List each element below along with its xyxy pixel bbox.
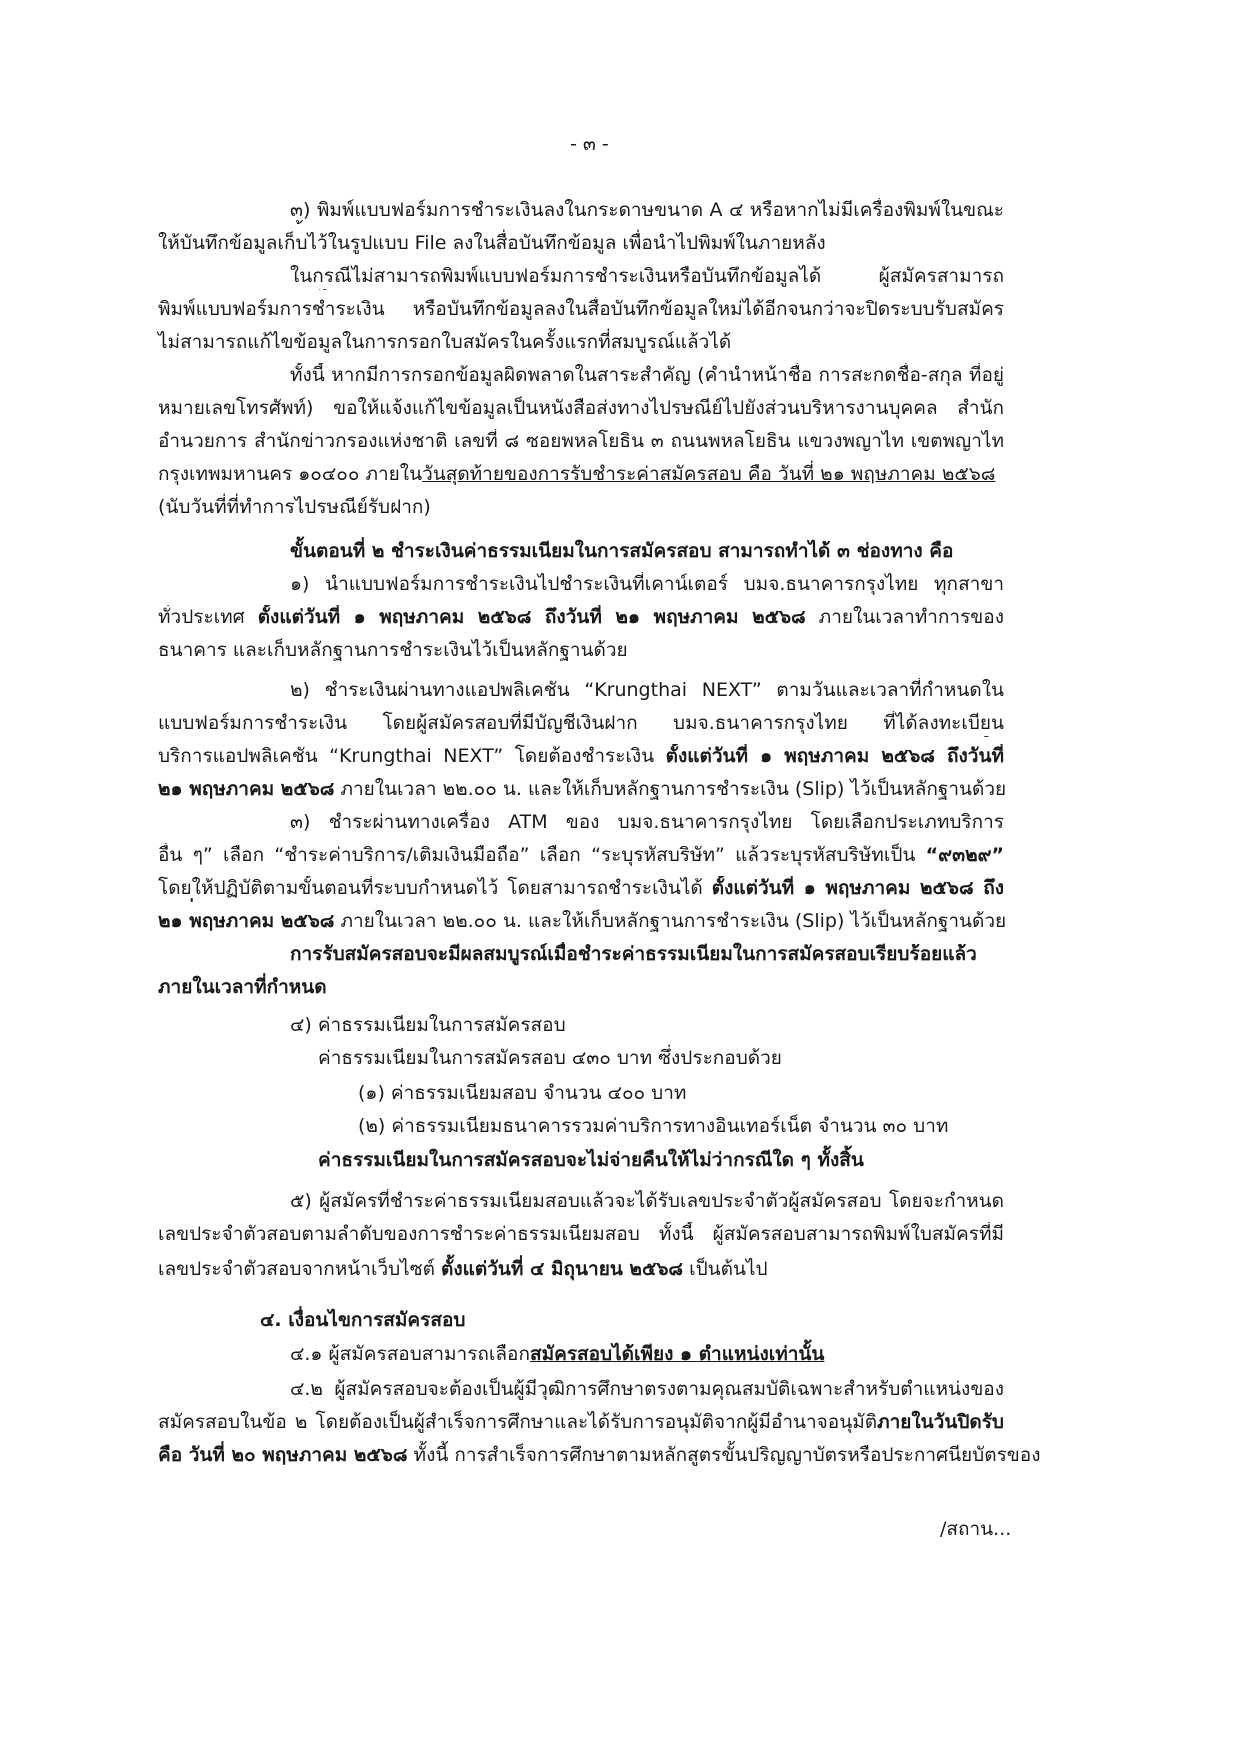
text-run: อื่น ๆ” เลือก “ชำระค่าบริการ/เติมเงินมือถือ” เลือก “ระบุรหัสบริษัท” แล้วระบุรหัสบริษัทเป็น xyxy=(158,844,926,866)
text-line: ๒) ชำระเงินผ่านทางแอปพลิเคชัน “Krungthai NEXT” ตามวันและเวลาที่กำหนดใน xyxy=(290,679,1004,701)
text-line: (นับวันที่ที่ทำการไปรษณีย์รับฝาก) xyxy=(158,496,431,518)
fees-sub-item: (๒) ค่าธรรมเนียมธนาคารรวมค่าบริการทางอินเทอร์เน็ต จำนวน ๓๐ บาท xyxy=(358,1115,949,1137)
text-line xyxy=(158,605,1004,631)
fees-total: ค่าธรรมเนียมในการสมัครสอบ ๔๓๐ บาท ซึ่งประกอบด้วย xyxy=(318,1047,782,1069)
text-line xyxy=(158,777,1006,801)
text-run: บริการแอปพลิเคชัน “Krungthai NEXT” โดยต้องชำระเงิน xyxy=(158,745,666,767)
text-line: ๔.๒ ผู้สมัครสอบจะต้องเป็นผู้มีวุฒิการศึกษาตรงตามคุณสมบัติเฉพาะสำหรับตำแหน่งของ xyxy=(290,1378,1004,1400)
page-continuation: /สถาน... xyxy=(940,1518,1012,1540)
date-bold: คือ วันที่ ๒๐ พฤษภาคม ๒๕๖๘ xyxy=(158,1444,408,1466)
text-line xyxy=(158,876,1004,902)
text-line xyxy=(158,462,995,486)
text-line: ธนาคาร และเก็บหลักฐานการชำระเงินไว้เป็นหลักฐานด้วย xyxy=(158,639,628,661)
text-line: การรับสมัครสอบจะมีผลสมบูรณ์เมื่อชำระค่าธรรมเนียมในการสมัครสอบเรียบร้อยแล้ว xyxy=(290,943,977,965)
conditions-heading: ๔. เงื่อนไขการสมัครสอบ xyxy=(260,1309,466,1331)
condition-4-1 xyxy=(290,1342,824,1366)
text-line xyxy=(158,909,1006,933)
text-line: ในกรณีไม่สามารถพิมพ์แบบฟอร์มการชำระเงินหรือบันทึกข้อมูลได้ ผู้สมัครสามารถ xyxy=(290,265,1004,287)
text-line xyxy=(158,744,1004,770)
text-line: พิมพ์แบบฟอร์มการชำระเงิน หรือบันทึกข้อมูลลงในสื่อบันทึกข้อมูลใหม่ได้อีกจนกว่าจะปิดระบบรับสมัคร xyxy=(158,298,1004,320)
text-line xyxy=(158,1257,768,1281)
text-line xyxy=(158,1443,1040,1467)
text-run: กรุงเทพมหานคร ๑๐๔๐๐ ภายใน xyxy=(158,463,423,485)
text-line: ๕) ผู้สมัครที่ชำระค่าธรรมเนียมสอบแล้วจะได้รับเลขประจำตัวผู้สมัครสอบ โดยจะกำหนด xyxy=(290,1190,1004,1212)
fees-sub-item: (๑) ค่าธรรมเนียมสอบ จำนวน ๔๐๐ บาท xyxy=(358,1082,687,1104)
text-run: ทั่วประเทศ xyxy=(158,606,258,628)
text-line: ภายในเวลาที่กำหนด xyxy=(158,976,327,998)
text-line: แบบฟอร์มการชำระเงิน โดยผู้สมัครสอบที่มีบัญชีเงินฝาก บมจ.ธนาคารกรุงไทย ที่ได้ลงทะเบียน xyxy=(158,712,1004,734)
deadline-bold: ภายในวันปิดรับ xyxy=(877,1411,1004,1433)
fees-item: ๔) ค่าธรรมเนียมในการสมัครสอบ xyxy=(290,1014,566,1036)
text-run: ภายในเวลาทำการของ xyxy=(805,606,1004,628)
deadline-underlined: วันสุดท้ายของการรับชำระค่าสมัครสอบ คือ วันที่ ๒๑ พฤษภาคม ๒๕๖๘ xyxy=(422,463,996,485)
one-position-emphasis: สมัครสอบได้เพียง ๑ ตำแหน่งเท่านั้น xyxy=(529,1343,825,1365)
text-line: ให้บันทึกข้อมูลเก็บไว้ในรูปแบบ File ลงในสื่อบันทึกข้อมูล เพื่อนำไปพิมพ์ในภายหลัง xyxy=(158,232,826,254)
no-refund-note: ค่าธรรมเนียมในการสมัครสอบจะไม่จ่ายคืนให้ไม่ว่ากรณีใด ๆ ทั้งสิ้น xyxy=(318,1149,864,1171)
step2-heading xyxy=(290,539,953,563)
text-run: เป็นต้นไป xyxy=(683,1258,768,1280)
text-run: สมัครสอบในข้อ ๒ โดยต้องเป็นผู้สำเร็จการศึกษาและได้รับการอนุมัติจากผู้มีอำนาจอนุมัติ xyxy=(158,1411,878,1433)
text-run: เลขประจำตัวสอบจากหน้าเว็บไซต์ xyxy=(158,1258,442,1280)
date-bold: ๒๑ พฤษภาคม ๒๕๖๘ xyxy=(158,910,335,932)
text-line: เลขประจำตัวสอบตามลำดับของการชำระค่าธรรมเนียมสอบ ทั้งนี้ ผู้สมัครสอบสามารถพิมพ์ใบสมัครที่มี xyxy=(158,1223,1004,1245)
text-run: ทั้งนี้ การสำเร็จการศึกษาตามหลักสูตรขั้นปริญญาบัตรหรือประกาศนียบัตรของ xyxy=(407,1444,1041,1466)
text-line: ๓) พิมพ์แบบฟอร์มการชำระเงินลงในกระดาษขนาด A ๔ หรือหากไม่มีเครื่องพิมพ์ในขณะ xyxy=(290,199,1004,221)
text-run: โดยให้ปฏิบัติตามขั้นตอนที่ระบบกำหนดไว้ โดยสามารถชำระเงินได้ xyxy=(158,877,712,899)
text-line: ๓) ชำระผ่านทางเครื่อง ATM ของ บมจ.ธนาคารกรุงไทย โดยเลือกประเภทบริการ xyxy=(290,811,1004,833)
text-run: ภายในเวลา ๒๒.๐๐ น. และให้เก็บหลักฐานการชำระเงิน (Slip) ไว้เป็นหลักฐานด้วย xyxy=(334,778,1007,800)
date-bold: ๒๑ พฤษภาคม ๒๕๖๘ xyxy=(158,778,335,800)
text-line xyxy=(158,1410,1004,1436)
date-bold: ตั้งแต่วันที่ ๔ มิถุนายน ๒๕๖๘ xyxy=(441,1258,684,1280)
heading-text: ขั้นตอนที่ ๒ ชำระเงินค่าธรรมเนียมในการสมัครสอบ สามารถทำได้ ๓ ช่องทาง คือ xyxy=(290,540,954,562)
date-range-bold: ตั้งแต่วันที่ ๑ พฤษภาคม ๒๕๖๘ ถึงวันที่ ๒๑ พฤษภาคม ๒๕๖๘ xyxy=(257,606,806,628)
date-range-bold: ตั้งแต่วันที่ ๑ พฤษภาคม ๒๕๖๘ ถึง xyxy=(711,877,1004,899)
text-run: ภายในเวลา ๒๒.๐๐ น. และให้เก็บหลักฐานการชำระเงิน (Slip) ไว้เป็นหลักฐานด้วย xyxy=(334,910,1007,932)
text-line: ทั้งนี้ หากมีการกรอกข้อมูลผิดพลาดในสาระสำคัญ (คำนำหน้าชื่อ การสะกดชื่อ-สกุล ที่อยู่ xyxy=(290,364,1004,386)
text-line: หมายเลขโทรศัพท์) ขอให้แจ้งแก้ไขข้อมูลเป็นหนังสือส่งทางไปรษณีย์ไปยังส่วนบริหารงานบุคคล สำนัก xyxy=(158,397,1004,419)
text-line: อำนวยการ สำนักข่าวกรองแห่งชาติ เลขที่ ๘ ซอยพหลโยธิน ๓ ถนนพหลโยธิน แขวงพญาไท เขตพญาไท xyxy=(158,430,1004,452)
company-code-bold: “๙๓๒๙” xyxy=(925,844,1004,866)
text-run: ๔.๑ ผู้สมัครสอบสามารถเลือก xyxy=(290,1343,530,1365)
text-line: ไม่สามารถแก้ไขข้อมูลในการกรอกใบสมัครในครั้งแรกที่สมบูรณ์แล้วได้ xyxy=(158,331,732,353)
date-range-bold: ตั้งแต่วันที่ ๑ พฤษภาคม ๒๕๖๘ ถึงวันที่ xyxy=(665,745,1004,767)
page-number: - ๓ - xyxy=(570,133,609,155)
text-line: ๑) นำแบบฟอร์มการชำระเงินไปชำระเงินที่เคาน์เตอร์ บมจ.ธนาคารกรุงไทย ทุกสาขา xyxy=(290,573,1004,595)
text-line xyxy=(158,843,1004,869)
